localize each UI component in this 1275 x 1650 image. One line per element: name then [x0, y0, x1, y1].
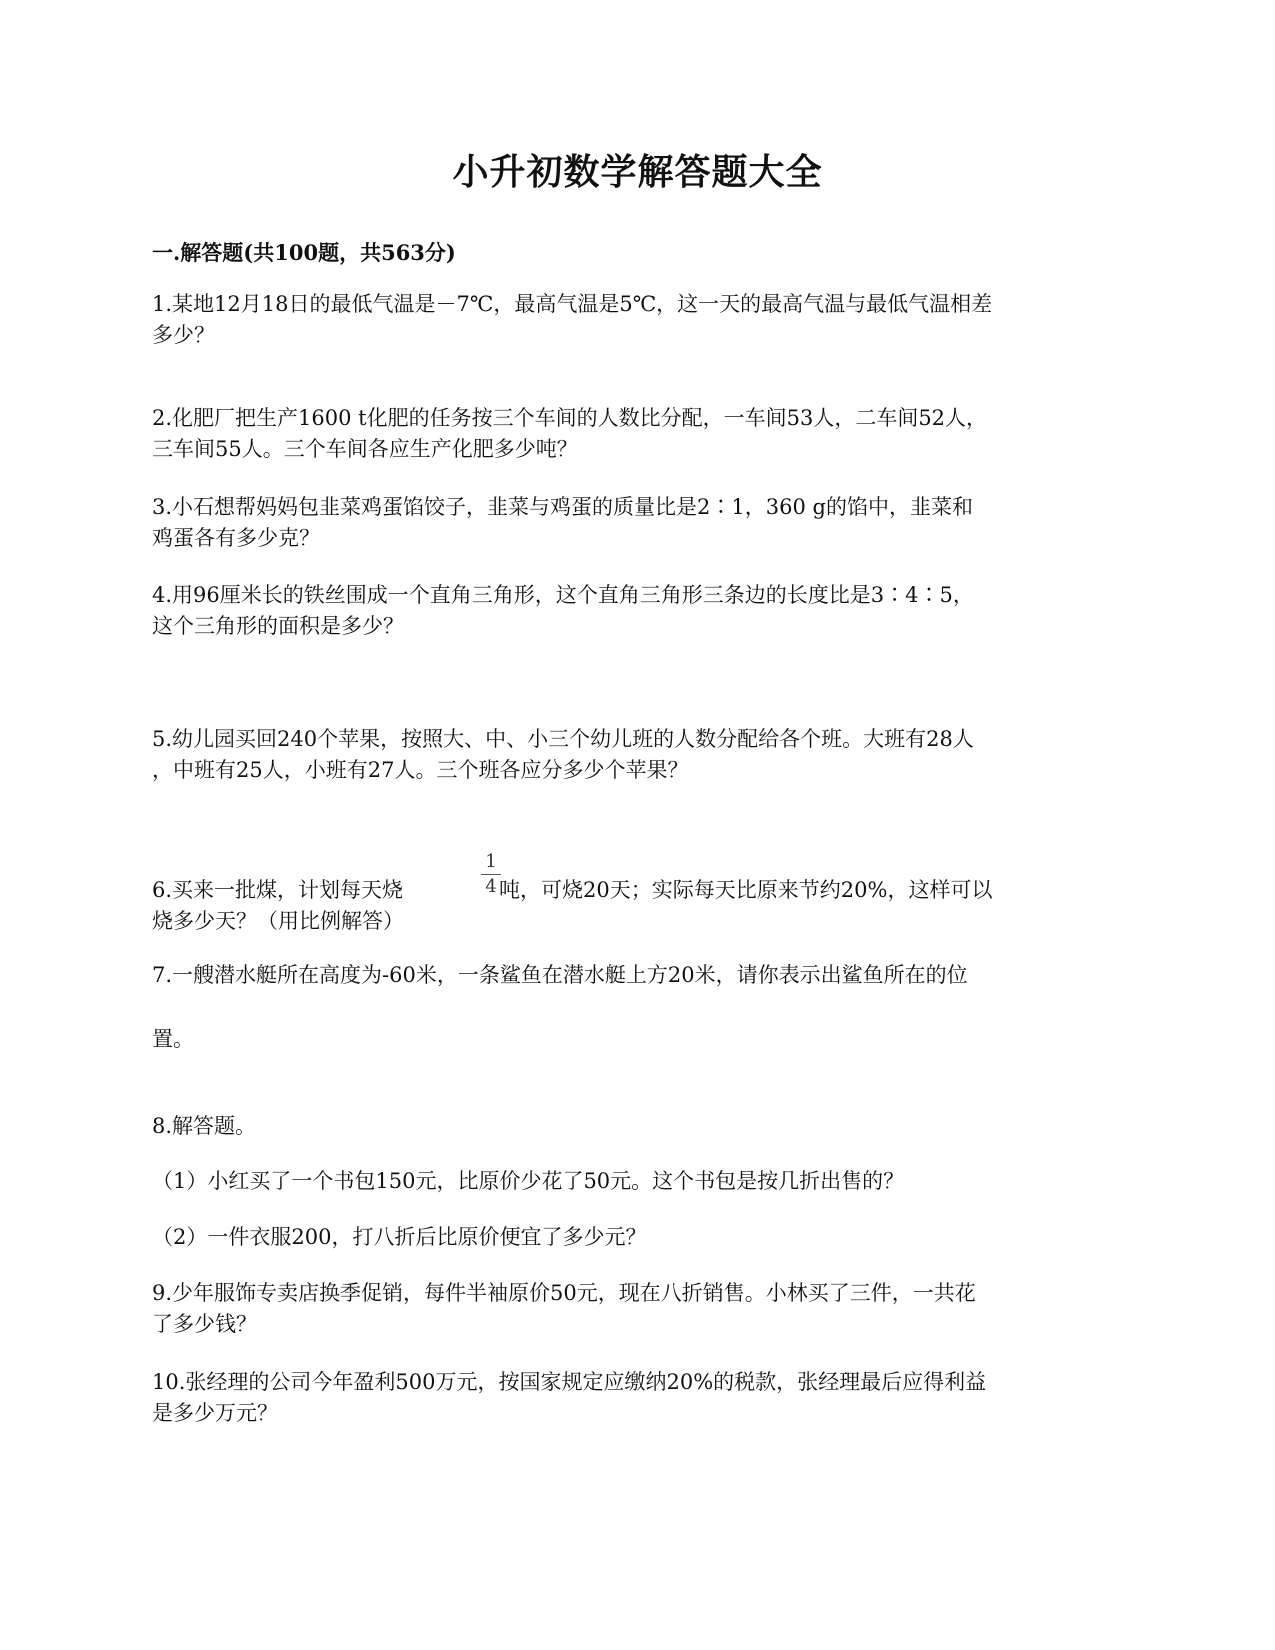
question-9 [152, 1278, 1137, 1340]
fraction-denominator: 4 [485, 876, 497, 897]
question-8-line-1: 8.解答题。 [152, 1114, 257, 1138]
question-5-line-1: 5.幼儿园买回240个苹果，按照大、中、小三个幼儿班的人数分配给各个班。大班有28人 [152, 727, 974, 751]
question-4 [152, 580, 1137, 642]
question-7 [152, 960, 1137, 991]
question-9-line-1: 9.少年服饰专卖店换季促销，每件半袖原价50元，现在八折销售。小林买了三件，一共花 [152, 1281, 976, 1305]
question-10-line-1: 10.张经理的公司今年盈利500万元，按国家规定应缴纳20%的税款，张经理最后应得利益 [152, 1370, 987, 1394]
question-10 [152, 1367, 1137, 1429]
question-8-sub-1-text: （1）小红买了一个书包150元，比原价少花了50元。这个书包是按几折出售的？ [152, 1169, 905, 1193]
question-6-line-1 [152, 875, 1137, 906]
question-4-line-1: 4.用96厘米长的铁丝围成一个直角三角形，这个直角三角形三条边的长度比是3∶4∶5， [152, 583, 974, 607]
question-3-line-2: 鸡蛋各有多少克？ [152, 526, 320, 550]
question-8-sub-1 [152, 1166, 1137, 1197]
question-5 [152, 724, 1137, 786]
question-1-line-1: 1.某地12月18日的最低气温是－7℃，最高气温是5℃，这一天的最高气温与最低气温相差 [152, 292, 993, 316]
question-6-line-2: 烧多少天？（用比例解答） [152, 909, 404, 933]
question-8-sub-2 [152, 1222, 1137, 1253]
question-4-line-2: 这个三角形的面积是多少？ [152, 614, 404, 638]
question-9-line-2: 了多少钱？ [152, 1312, 257, 1336]
question-8-sub-2-text: （2）一件衣服200，打八折后比原价便宜了多少元？ [152, 1225, 647, 1249]
fraction-numerator: 1 [485, 851, 497, 872]
question-2 [152, 403, 1137, 465]
question-10-line-2: 是多少万元？ [152, 1401, 278, 1425]
question-5-line-2: ，中班有25人，小班有27人。三个班各应分多少个苹果？ [152, 758, 689, 782]
section-heading: 一.解答题(共100题，共563分) [152, 240, 456, 265]
page-title: 小升初数学解答题大全 [452, 151, 823, 193]
question-6-part-2: 吨，可烧20天；实际每天比原来节约20%，这样可以 [499, 878, 993, 902]
question-6 [152, 875, 1137, 937]
question-2-line-2: 三车间55人。三个车间各应生产化肥多少吨？ [152, 437, 578, 461]
question-3-line-1: 3.小石想帮妈妈包韭菜鸡蛋馅饺子，韭菜与鸡蛋的质量比是2∶1，360 g的馅中，韭菜和 [152, 495, 973, 519]
question-7-cont [152, 1024, 1137, 1055]
question-6-part-1: 6.买来一批煤，计划每天烧 [152, 878, 404, 902]
question-1 [152, 289, 1137, 351]
question-3 [152, 492, 1137, 554]
question-7-line-2: 置。 [152, 1027, 194, 1051]
question-2-line-1: 2.化肥厂把生产1600 t化肥的任务按三个车间的人数比分配，一车间53人，二车间52人， [152, 406, 988, 430]
question-8 [152, 1111, 1137, 1142]
question-7-line-1: 7.一艘潜水艇所在高度为-60米，一条鲨鱼在潜水艇上方20米，请你表示出鲨鱼所在的位 [152, 963, 968, 987]
question-1-line-2: 多少？ [152, 323, 215, 347]
